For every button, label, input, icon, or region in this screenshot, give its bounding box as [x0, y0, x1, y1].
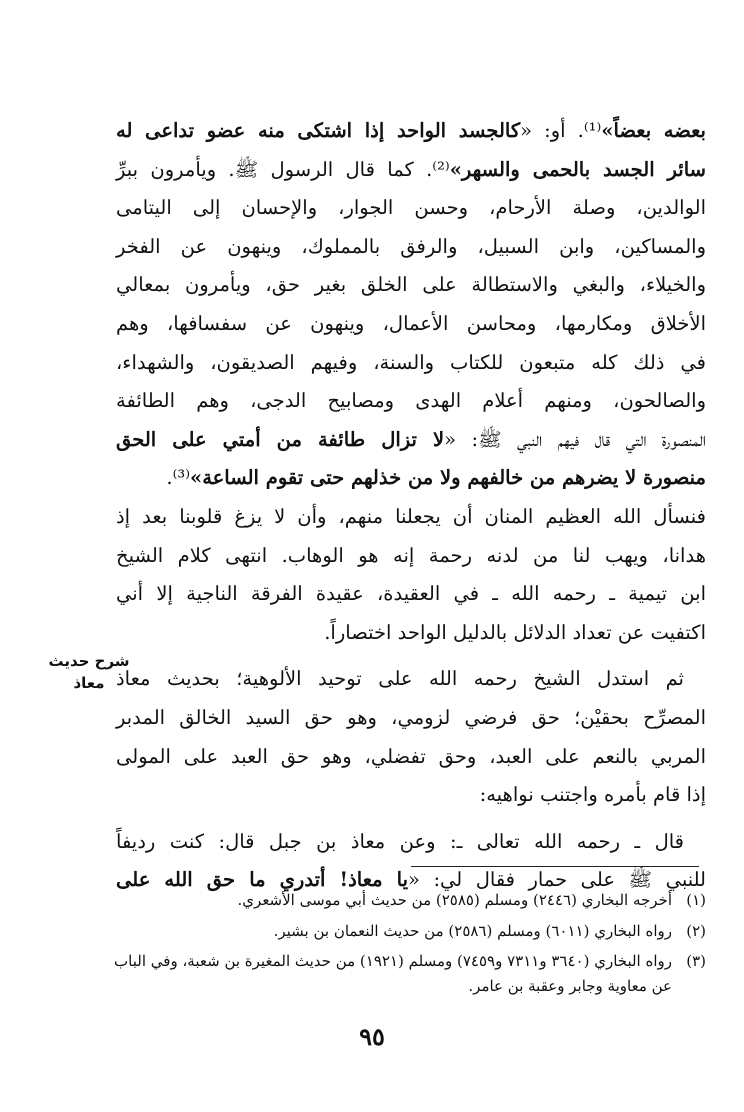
footnote — [114, 888, 706, 913]
body-text-run: المنصورة التي قال فيهم النبي ﷺ: « — [444, 427, 706, 451]
body-text-run: الوالدين، وصلة الأرحام، وحسن الجوار، والإحسان إلى اليتامى — [116, 196, 706, 220]
text-line — [116, 344, 706, 383]
text-line — [116, 151, 706, 190]
main-text-block — [116, 112, 706, 900]
text-line — [116, 660, 706, 699]
text-line — [116, 614, 706, 653]
text-line — [116, 305, 706, 344]
footnote — [114, 919, 706, 944]
body-text-run: ابن تيمية ـ رحمه الله ـ في العقيدة، عقيدة الفرقة الناجية إلا أني — [116, 582, 706, 606]
body-text-run: والصالحون، ومنهم أعلام الهدى ومصابيح الدجى، وهم الطائفة — [116, 389, 706, 413]
text-line — [116, 189, 706, 228]
hadith-text: يا معاذ! أتدري ما حق الله على — [116, 868, 409, 892]
text-line — [116, 382, 706, 421]
body-text-run: اكتفيت عن تعداد الدلائل بالدليل الواحد اختصاراً. — [324, 620, 706, 644]
footnote-number: (٢) — [686, 921, 706, 940]
page-number: ٩٥ — [359, 1022, 385, 1051]
body-text-run: في ذلك كله متبعون للكتاب والسنة، وفيهم الصديقون، والشهداء، — [116, 350, 706, 374]
body-text-run: للنبي ﷺ على حمار فقال لي: « — [408, 868, 706, 892]
body-text-run: ⁽³⁾. — [166, 466, 190, 490]
text-line — [116, 776, 706, 815]
body-text-run: المربي بالنعم على العبد، وحق تفضلي، وهو حق العبد على المولى — [116, 744, 706, 768]
footnote — [114, 949, 706, 998]
hadith-text: بعضه بعضاً» — [601, 119, 706, 142]
paragraph-gap — [116, 652, 706, 660]
footnote-text: رواه البخاري (٣٦٤٠ و٧٣١١ و٧٤٥٩) ومسلم (١٩٢١) من حديث المغيرة بن شعبة، وفي الباب عن معاوية وجابر وعقبة بن عامر. — [114, 952, 672, 995]
margin-note — [44, 650, 134, 694]
text-line — [116, 228, 706, 267]
text-line — [116, 738, 706, 777]
footnote-number: (٣) — [686, 952, 706, 970]
body-text-run: ثم استدل الشيخ رحمه الله على توحيد الألوهية؛ بحديث معاذ — [116, 667, 684, 691]
body-text-run: هدانا، ويهب لنا من لدنه رحمة إنه هو الوهاب. انتهى كلام الشيخ — [116, 543, 706, 567]
text-line — [116, 823, 706, 862]
hadith-text: سائر الجسد بالحمى والسهر» — [449, 157, 706, 181]
text-line — [116, 112, 706, 151]
hadith-text: منصورة لا يضرهم من خالفهم ولا من خذلهم حتى تقوم الساعة» — [190, 466, 706, 490]
body-text-run: إذا قام بأمره واجتنب نواهيه: — [479, 783, 706, 807]
body-text-run: والمساكين، وابن السبيل، والرفق بالمملوك، وينهون عن الفخر — [116, 234, 706, 258]
footnote-divider — [411, 866, 699, 867]
body-text-run: فنسأل الله العظيم المنان أن يجعلنا منهم، وأن لا يزغ قلوبنا بعد إذ — [116, 504, 706, 528]
text-line — [116, 459, 706, 498]
text-line — [116, 266, 706, 305]
text-line — [116, 498, 706, 537]
body-text-run: ⁽²⁾. كما قال الرسول ﷺ. ويأمرون ببرِّ — [116, 157, 450, 181]
margin-note-line-1: شرح حديث — [48, 652, 130, 670]
body-text-run: والخيلاء، والبغي والاستطالة على الخلق بغير حق، ويأمرون بمعالي — [116, 273, 706, 297]
footnote-number: (١) — [686, 891, 706, 909]
footnotes — [114, 888, 706, 1004]
text-line — [116, 537, 706, 576]
body-text-run: ⁽¹⁾. أو: « — [520, 119, 602, 142]
body-text-run: قال ـ رحمه الله تعالى ـ: وعن معاذ بن جبل قال: كنت رديفاً — [116, 829, 684, 853]
hadith-text: لا تزال طائفة من أمتي على الحق — [116, 427, 445, 451]
text-line — [116, 575, 706, 614]
body-text-run: المصرِّح بحقيْن؛ حق فرضي لزومي، وهو حق السيد الخالق المدبر — [116, 705, 706, 729]
footnote-text: أخرجه البخاري (٢٤٤٦) ومسلم (٢٥٨٥) من حديث أبي موسى الأشعري. — [237, 891, 672, 909]
footnote-text: رواه البخاري (٦٠١١) ومسلم (٢٥٨٦) من حديث النعمان بن بشير. — [273, 921, 672, 940]
margin-note-line-2: معاذ — [73, 674, 105, 692]
hadith-text: كالجسد الواحد إذا اشتكى منه عضو تداعى له — [116, 119, 521, 142]
text-line — [116, 421, 706, 460]
body-text-run: الأخلاق ومكارمها، ومحاسن الأعمال، وينهون عن سفسافها، وهم — [116, 311, 706, 335]
paragraph-gap — [116, 815, 706, 823]
text-line — [116, 699, 706, 738]
